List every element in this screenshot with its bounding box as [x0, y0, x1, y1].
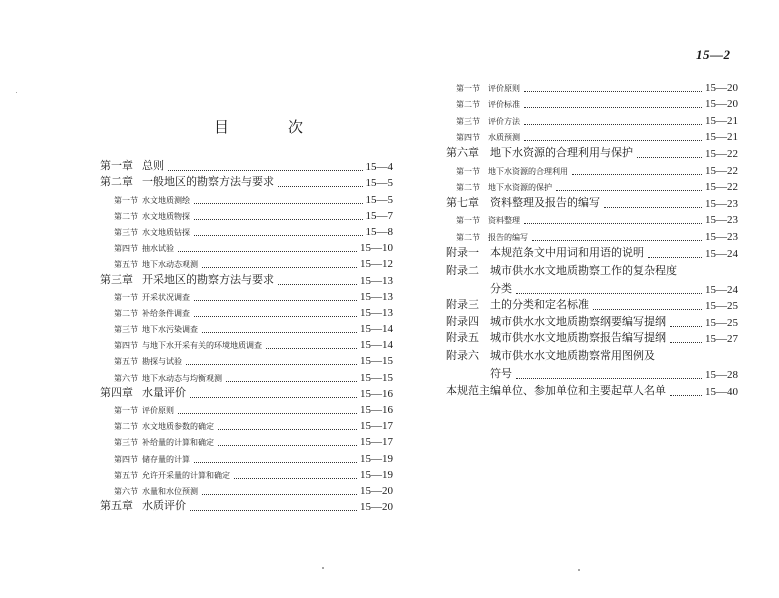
toc-entry-label: 第二节 [114, 211, 138, 221]
toc-entry-title: 城市供水水文地质勘察常用图例及 [490, 349, 655, 363]
toc-entry-line [446, 365, 738, 381]
toc-title-char: 目 [214, 118, 231, 136]
toc-entry[interactable] [100, 497, 393, 513]
toc-leader-dots [670, 341, 702, 343]
toc-entry-title: 储存量的计算 [142, 454, 190, 464]
toc-leader-dots [194, 315, 357, 317]
toc-entry[interactable] [100, 335, 393, 351]
toc-entry[interactable] [100, 238, 393, 254]
toc-entry[interactable] [100, 270, 393, 286]
toc-entry-title: 开采地区的勘察方法与要求 [142, 272, 274, 286]
toc-leader-dots [190, 396, 357, 398]
toc-entry[interactable] [446, 312, 738, 329]
toc-entry-label: 第四节 [114, 454, 138, 464]
toc-entry-page: 15—13 [360, 306, 393, 319]
toc-entry-page: 15—23 [705, 230, 738, 243]
toc-leader-dots [194, 234, 363, 236]
toc-entry-title: 水文地质钻探 [142, 227, 190, 237]
toc-leader-dots [604, 206, 702, 208]
toc-entry-page: 15—20 [360, 501, 393, 514]
toc-entry[interactable] [100, 367, 393, 383]
toc-entry[interactable] [446, 127, 738, 144]
toc-entry[interactable] [446, 143, 738, 160]
toc-entry-page: 15—22 [705, 181, 738, 194]
toc-entry[interactable] [446, 226, 738, 243]
toc-entry-page: 15—5 [365, 177, 393, 190]
toc-leader-dots [226, 380, 357, 382]
toc-entry-title: 地下水污染调查 [142, 325, 198, 335]
toc-entry-label: 第二节 [456, 100, 480, 110]
toc-entry-label: 第一节 [456, 83, 480, 93]
toc-leader-dots [194, 461, 357, 463]
toc-entry-title: 水量和水位预测 [142, 486, 198, 496]
toc-entry[interactable] [100, 303, 393, 319]
toc-entry[interactable] [446, 193, 738, 210]
toc-entry-line [446, 347, 738, 363]
toc-entry-title: 水质评价 [142, 499, 186, 513]
toc-leader-dots [648, 256, 702, 258]
toc-entry-label: 附录三 [446, 298, 479, 312]
toc-entry-title: 水量评价 [142, 385, 186, 399]
toc-entry-page: 15—22 [705, 147, 738, 160]
toc-entry-page: 15—15 [360, 355, 393, 368]
toc-entry[interactable] [100, 206, 393, 222]
toc-entry-title: 水质预测 [488, 133, 520, 143]
toc-entry-title: 补给条件调查 [142, 308, 190, 318]
toc-entry-title: 水文地质参数的确定 [142, 422, 214, 432]
toc-entry-page: 15—22 [705, 164, 738, 177]
toc-entry[interactable] [446, 345, 738, 381]
toc-entry-title: 城市供水水文地质勘察纲要编写提纲 [490, 314, 666, 328]
toc-entry-page: 15—13 [360, 274, 393, 287]
toc-entry-line [446, 262, 738, 278]
toc-entry-label: 第一节 [114, 195, 138, 205]
toc-entry[interactable] [446, 210, 738, 227]
toc-entry[interactable] [446, 77, 738, 94]
toc-entry-title-cont: 符号 [490, 367, 512, 381]
toc-entry-page: 15—27 [705, 333, 738, 346]
toc-entry[interactable] [100, 222, 393, 238]
toc-entry-page: 15—7 [365, 209, 393, 222]
toc-entry-label: 第二节 [114, 308, 138, 318]
toc-entry-page: 15—4 [365, 161, 393, 174]
toc-entry[interactable] [100, 319, 393, 335]
toc-entry-label: 第四节 [456, 133, 480, 143]
toc-leader-dots [516, 377, 702, 379]
toc-entry[interactable] [100, 254, 393, 270]
toc-entry-title: 与地下水开采有关的环境地质调查 [142, 341, 262, 351]
toc-leader-dots [524, 106, 702, 108]
toc-entry-title: 水文地质测绘 [142, 195, 190, 205]
toc-left-column [100, 157, 393, 513]
toc-entry[interactable] [100, 481, 393, 497]
page-number: 15—2 [696, 47, 731, 62]
toc-entry[interactable] [100, 465, 393, 481]
toc-leader-dots [194, 202, 363, 204]
toc-entry[interactable] [446, 260, 738, 296]
toc-entry-page: 15—25 [705, 300, 738, 313]
toc-entry-title: 城市供水水文地质勘察报告编写提纲 [490, 331, 666, 345]
toc-entry-title: 资料整理及报告的编写 [490, 195, 600, 209]
toc-entry-title: 补给量的计算和确定 [142, 438, 214, 448]
toc-leader-dots [572, 173, 702, 175]
toc-leader-dots [202, 266, 357, 268]
toc-entry-title: 地下水资源的合理利用与保护 [490, 145, 633, 159]
toc-entry-title: 报告的编写 [488, 232, 528, 242]
toc-entry-page: 15—24 [705, 247, 738, 260]
toc-entry-label: 第六章 [446, 145, 479, 159]
toc-entry[interactable] [446, 177, 738, 194]
toc-entry-label: 附录二 [446, 263, 479, 277]
toc-leader-dots [202, 331, 357, 333]
toc-entry-page: 15—20 [360, 484, 393, 497]
toc-entry-label: 第一节 [114, 406, 138, 415]
toc-right-column [446, 77, 738, 398]
toc-entry-title: 评价方法 [488, 116, 520, 126]
toc-leader-dots [194, 299, 357, 301]
toc-entry-page: 15—15 [360, 371, 393, 384]
toc-entry[interactable] [100, 351, 393, 367]
toc-leader-dots [278, 283, 357, 285]
toc-entry-label: 第七章 [446, 195, 479, 209]
toc-entry-page: 15—12 [360, 258, 393, 271]
toc-entry-page: 15—17 [360, 436, 393, 449]
toc-entry[interactable] [100, 173, 393, 189]
toc-entry[interactable] [446, 329, 738, 346]
toc-entry-label: 附录四 [446, 314, 479, 328]
toc-leader-dots [168, 169, 363, 171]
toc-title [214, 116, 304, 137]
toc-entry-label: 附录五 [446, 331, 479, 345]
toc-entry-line [446, 280, 738, 296]
toc-entry-page: 15—19 [360, 452, 393, 465]
toc-leader-dots [186, 363, 357, 365]
toc-entry-label: 第二节 [456, 183, 480, 193]
toc-leader-dots [218, 444, 357, 446]
toc-leader-dots [524, 123, 702, 125]
toc-leader-dots [670, 325, 702, 327]
toc-entry[interactable] [446, 110, 738, 127]
toc-entry-page: 15—23 [705, 214, 738, 227]
toc-entry-title: 一般地区的勘察方法与要求 [142, 175, 274, 189]
toc-leader-dots [516, 292, 702, 294]
toc-entry-label: 第三节 [456, 116, 480, 126]
toc-entry-label: 第四节 [114, 341, 138, 351]
toc-title-char: 次 [287, 118, 304, 136]
toc-entry-label: 第二章 [100, 175, 133, 189]
toc-entry-page: 15—21 [705, 114, 738, 127]
toc-leader-dots [670, 394, 702, 396]
toc-entry-title: 评价原则 [488, 83, 520, 93]
toc-entry-page: 15—17 [360, 420, 393, 433]
toc-entry-title: 地下水资源的保护 [488, 183, 552, 193]
toc-entry-label: 第一节 [114, 292, 138, 302]
toc-entry-title: 评价原则 [142, 406, 174, 415]
toc-entry[interactable] [446, 243, 738, 260]
toc-entry[interactable] [100, 416, 393, 432]
toc-entry-label: 第五节 [114, 357, 138, 367]
toc-entry-title: 资料整理 [488, 216, 520, 226]
toc-entry[interactable] [100, 157, 393, 173]
toc-leader-dots [637, 156, 702, 158]
toc-entry-page: 15—23 [705, 197, 738, 210]
toc-entry-page: 15—10 [360, 242, 393, 255]
toc-entry-page: 15—20 [705, 81, 738, 94]
toc-entry[interactable] [100, 400, 393, 416]
toc-entry-label: 第三章 [100, 272, 133, 286]
toc-leader-dots [556, 189, 702, 191]
toc-leader-dots [524, 139, 702, 141]
toc-entry-label: 第一节 [456, 166, 480, 176]
toc-leader-dots [524, 222, 702, 224]
toc-entry-label: 附录六 [446, 349, 479, 363]
toc-entry-page: 15—13 [360, 290, 393, 303]
toc-entry-title: 本规范条文中用词和用语的说明 [490, 245, 644, 259]
toc-entry[interactable] [446, 296, 738, 313]
toc-entry-title: 允许开采量的计算和确定 [142, 470, 230, 480]
toc-entry-page: 15—8 [365, 225, 393, 238]
toc-entry-label: 附录一 [446, 245, 479, 259]
toc-leader-dots [532, 239, 702, 241]
toc-entry-label: 第二节 [114, 422, 138, 432]
toc-entry-label: 第五章 [100, 499, 133, 513]
toc-entry[interactable] [100, 432, 393, 448]
toc-leader-dots [178, 250, 357, 252]
toc-leader-dots [593, 308, 702, 310]
toc-entry[interactable] [100, 448, 393, 464]
toc-entry[interactable] [446, 94, 738, 111]
toc-leader-dots [234, 477, 357, 479]
toc-entry-title-cont: 分类 [490, 281, 512, 295]
toc-entry-title: 土的分类和定名标准 [490, 298, 589, 312]
toc-entry[interactable] [100, 287, 393, 303]
toc-entry-title: 抽水试验 [142, 244, 174, 254]
toc-leader-dots [202, 493, 357, 495]
toc-entry-page: 15—24 [705, 283, 738, 296]
toc-entry-title: 勘探与试验 [142, 357, 182, 367]
toc-entry-title: 本规范主编单位、参加单位和主要起草人名单 [446, 383, 666, 397]
toc-entry-page: 15—14 [360, 339, 393, 352]
toc-entry-title: 评价标准 [488, 100, 520, 110]
toc-entry-label: 第六节 [114, 486, 138, 496]
toc-entry[interactable] [446, 381, 738, 398]
toc-leader-dots [218, 428, 357, 430]
toc-leader-dots [524, 90, 702, 92]
toc-entry-label: 第五节 [114, 470, 138, 480]
toc-entry-label: 第六节 [114, 373, 138, 383]
toc-entry[interactable] [446, 160, 738, 177]
toc-entry-label: 第二节 [456, 232, 480, 242]
toc-entry-page: 15—28 [705, 369, 738, 382]
toc-entry-title: 开采状况调查 [142, 292, 190, 302]
toc-entry-label: 第三节 [114, 227, 138, 237]
toc-entry-label: 第三节 [114, 325, 138, 335]
toc-entry-page: 15—16 [360, 387, 393, 400]
toc-entry-page: 15—25 [705, 316, 738, 329]
toc-entry-page: 15—20 [705, 98, 738, 111]
toc-entry-label: 第一节 [456, 216, 480, 226]
toc-entry-title: 城市供水水文地质勘察工作的复杂程度 [490, 263, 677, 277]
toc-leader-dots [194, 218, 363, 220]
toc-leader-dots [190, 509, 357, 511]
toc-leader-dots [178, 412, 357, 414]
toc-entry-label: 第三节 [114, 438, 138, 448]
toc-entry-label: 第四节 [114, 244, 138, 254]
toc-entry-title: 地下水动态观测 [142, 260, 198, 270]
toc-entry-title: 地下水动态与均衡观测 [142, 373, 222, 383]
toc-entry-label: 第四章 [100, 385, 133, 399]
toc-entry-page: 15—5 [365, 193, 393, 206]
toc-entry-label: 第一章 [100, 159, 133, 173]
toc-entry-page: 15—16 [360, 404, 393, 416]
toc-entry[interactable] [100, 384, 393, 400]
toc-entry-label: 第五节 [114, 260, 138, 270]
toc-leader-dots [266, 347, 357, 349]
toc-entry-title: 总则 [142, 159, 164, 173]
toc-leader-dots [278, 185, 363, 187]
toc-entry-title: 水文地质物探 [142, 211, 190, 221]
toc-entry[interactable] [100, 189, 393, 205]
toc-entry-page: 15—19 [360, 468, 393, 481]
toc-entry-title: 地下水资源的合理利用 [488, 166, 568, 176]
toc-entry-page: 15—40 [705, 385, 738, 398]
toc-entry-page: 15—21 [705, 131, 738, 144]
toc-entry-page: 15—14 [360, 323, 393, 336]
